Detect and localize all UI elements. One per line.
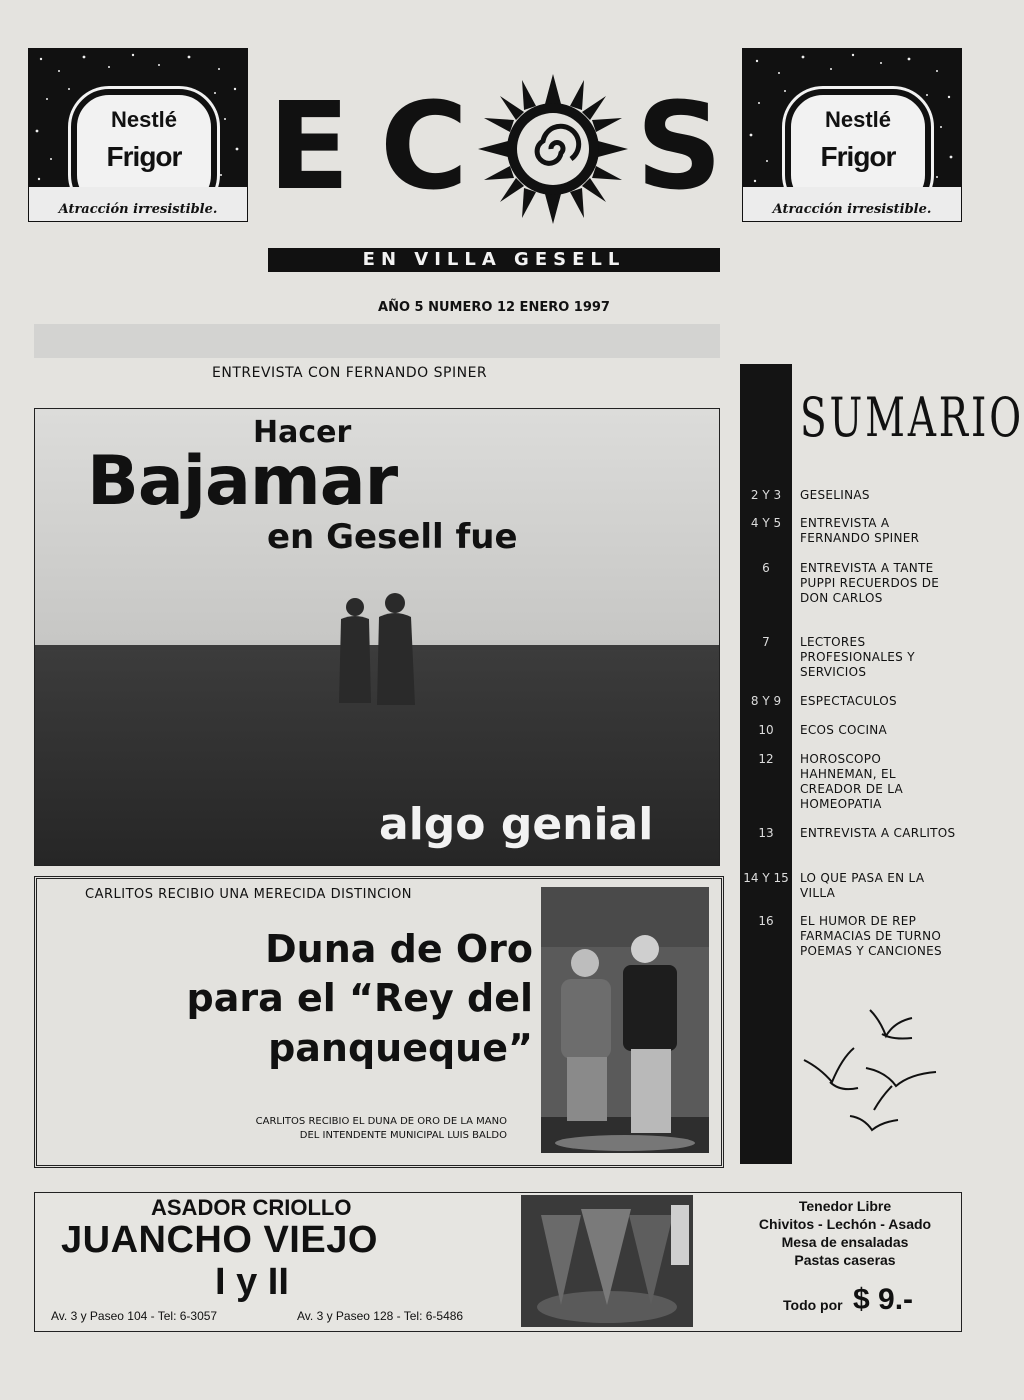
ad-menu-item: Pastas caseras bbox=[794, 1252, 896, 1268]
lead-headline-line3: en Gesell fue bbox=[267, 517, 518, 557]
sumario-page: 6 bbox=[762, 561, 770, 575]
second-story-kicker: CARLITOS RECIBIO UNA MERECIDA DISTINCION bbox=[85, 887, 413, 902]
ad-menu-item: Mesa de ensaladas bbox=[781, 1234, 909, 1250]
sumario-text: ENTREVISTA A FERNANDO SPINER bbox=[800, 516, 920, 545]
ad-price: $ 9.- bbox=[853, 1283, 914, 1316]
lead-headline-line2: Bajamar bbox=[87, 442, 398, 521]
sumario-text: LECTORES PROFESIONALES Y SERVICIOS bbox=[800, 635, 915, 679]
asado-photo bbox=[521, 1195, 693, 1327]
ad-slogan: Atracción irresistible. bbox=[772, 202, 932, 217]
award-photo-graphic bbox=[541, 887, 709, 1153]
lead-headline-line4: algo genial bbox=[379, 799, 654, 850]
sumario-page: 12 bbox=[758, 752, 774, 766]
sun-spiral-icon bbox=[478, 74, 628, 224]
couple-silhouette bbox=[331, 593, 431, 713]
second-story-headline bbox=[93, 925, 533, 1073]
lead-kicker: ENTREVISTA CON FERNANDO SPINER bbox=[212, 365, 488, 381]
nestle-logo-text: Nestlé bbox=[824, 107, 892, 132]
sumario-text: EL HUMOR DE REP FARMACIAS DE TURNO POEMAS Y CANCIONES bbox=[800, 914, 942, 958]
ad-line-juancho: JUANCHO VIEJO bbox=[61, 1219, 378, 1261]
ad-nestle-frigor-left bbox=[28, 48, 248, 222]
award-photo bbox=[541, 887, 709, 1153]
sumario-page: 16 bbox=[758, 914, 774, 928]
ad-address-2: Av. 3 y Paseo 128 - Tel: 6-5486 bbox=[297, 1309, 464, 1323]
second-headline-line1: Duna de Oro bbox=[265, 927, 533, 971]
caption-line1: CARLITOS RECIBIO EL DUNA DE ORO DE LA MANO bbox=[255, 1116, 507, 1127]
second-headline-line3: panqueque” bbox=[268, 1025, 533, 1070]
faded-band bbox=[34, 324, 720, 358]
sumario-text: LO QUE PASA EN LA VILLA bbox=[800, 871, 925, 900]
second-story-caption bbox=[187, 1115, 507, 1143]
masthead-logo bbox=[268, 70, 723, 250]
sumario-text: ENTREVISTA A CARLITOS bbox=[800, 826, 956, 840]
ad-menu-item: Tenedor Libre bbox=[798, 1198, 892, 1214]
sumario-page: 13 bbox=[758, 826, 774, 840]
issue-info: AÑO 5 NUMERO 12 ENERO 1997 bbox=[378, 300, 610, 315]
masthead-letter-e: E bbox=[268, 78, 350, 217]
second-story-box bbox=[34, 876, 724, 1168]
nestle-logo-text: Nestlé bbox=[110, 107, 178, 132]
sumario-text: ESPECTACULOS bbox=[800, 694, 897, 708]
ad-slogan: Atracción irresistible. bbox=[58, 202, 218, 217]
seagulls-illustration bbox=[800, 990, 960, 1150]
sumario-page: 8 Y 9 bbox=[750, 694, 782, 708]
asador-ad bbox=[34, 1192, 962, 1332]
sumario-page: 7 bbox=[762, 635, 770, 649]
sumario-page: 14 Y 15 bbox=[743, 871, 789, 885]
masthead-letter-s: S bbox=[636, 78, 723, 217]
ad-price-label: Todo por bbox=[783, 1297, 843, 1313]
sumario-text: HOROSCOPO HAHNEMAN, EL CREADOR DE LA HOMEOPATIA bbox=[800, 752, 904, 811]
ad-nestle-frigor-right bbox=[742, 48, 962, 222]
sumario-page: 2 Y 3 bbox=[750, 488, 782, 502]
sumario-page: 4 Y 5 bbox=[750, 516, 782, 530]
sumario-text: ECOS COCINA bbox=[800, 723, 888, 737]
lead-headline-line1: Hacer bbox=[253, 415, 352, 450]
caption-line2: DEL INTENDENTE MUNICIPAL LUIS BALDO bbox=[299, 1130, 507, 1141]
ad-line-asador: ASADOR CRIOLLO bbox=[151, 1195, 352, 1220]
asado-photo-graphic bbox=[521, 1195, 693, 1327]
masthead-letter-c: C bbox=[380, 78, 469, 217]
ad-menu-list bbox=[735, 1197, 955, 1269]
ad-menu-item: Chivitos - Lechón - Asado bbox=[758, 1216, 932, 1232]
ad-line-numerals: I y II bbox=[215, 1261, 289, 1303]
sumario-title: SUMARIO bbox=[800, 386, 1024, 449]
frigor-logo-text: Frigor bbox=[106, 141, 182, 172]
sumario-text: GESELINAS bbox=[800, 488, 870, 502]
lead-photo-block bbox=[34, 408, 720, 866]
ad-address-1: Av. 3 y Paseo 104 - Tel: 6-3057 bbox=[51, 1309, 218, 1323]
sumario-page: 10 bbox=[758, 723, 774, 737]
sumario-text: ENTREVISTA A TANTE PUPPI RECUERDOS DE DON CARLOS bbox=[800, 561, 940, 605]
frigor-logo-text: Frigor bbox=[820, 141, 896, 172]
second-headline-line2: para el “Rey del bbox=[186, 976, 533, 1021]
masthead-subtitle-bar: EN VILLA GESELL bbox=[268, 248, 720, 272]
